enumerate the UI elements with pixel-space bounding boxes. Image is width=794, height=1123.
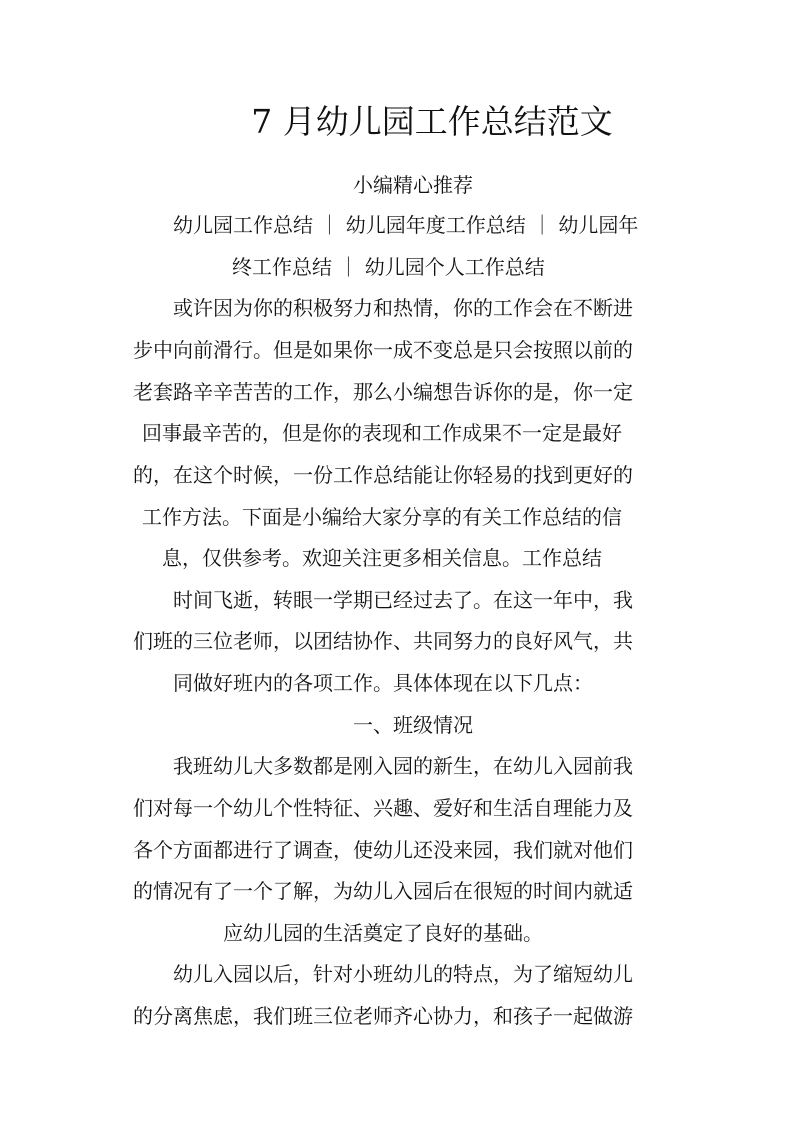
paragraph2-line-2: 们对每一个幼儿个性特征、兴趣、爱好和生活自理能力及 (133, 796, 633, 820)
paragraph1-line-3: 同做好班内的各项工作。具体体现在以下几点： (173, 671, 593, 695)
intro-line-1: 或许因为你的积极努力和热情，你的工作会在不断进 (173, 296, 633, 320)
intro-line-4: 回事最辛苦的，但是你的表现和工作成果不一定是最好 (142, 421, 622, 445)
document-title: 7 月幼儿园工作总结范文 (251, 102, 613, 141)
intro-line-5: 的，在这个时候，一份工作总结能让你轻易的找到更好的 (133, 463, 633, 487)
intro-line-2: 步中向前滑行。但是如果你一成不变总是只会按照以前的 (133, 338, 633, 362)
paragraph2-line-5: 应幼儿园的生活奠定了良好的基础。 (223, 921, 543, 945)
section1-heading: 一、班级情况 (353, 713, 473, 737)
paragraph2-line-1: 我班幼儿大多数都是刚入园的新生，在幼儿入园前我 (173, 754, 633, 778)
intro-line-7: 息，仅供参考。欢迎关注更多相关信息。工作总结 (162, 546, 602, 570)
related-links-line-1[interactable]: 幼儿园工作总结 ｜ 幼儿园年度工作总结 ｜ 幼儿园年 (173, 213, 639, 237)
paragraph2-line-3: 各个方面都进行了调查，使幼儿还没来园，我们就对他们 (133, 838, 633, 862)
subtitle: 小编精心推荐 (353, 173, 473, 197)
paragraph1-line-2: 们班的三位老师，以团结协作、共同努力的良好风气，共 (133, 629, 633, 653)
paragraph1-line-1: 时间飞逝，转眼一学期已经过去了。在这一年中，我 (173, 588, 633, 612)
paragraph2-line-4: 的情况有了一个了解，为幼儿入园后在很短的时间内就适 (133, 879, 633, 903)
paragraph3-line-2: 的分离焦虑，我们班三位老师齐心协力，和孩子一起做游 (133, 1004, 633, 1028)
paragraph3-line-1: 幼儿入园以后，针对小班幼儿的特点，为了缩短幼儿 (173, 962, 633, 986)
related-links-line-2[interactable]: 终工作总结 ｜ 幼儿园个人工作总结 (232, 255, 545, 279)
intro-line-3: 老套路辛辛苦苦的工作，那么小编想告诉你的是，你一定 (133, 380, 633, 404)
intro-line-6: 工作方法。下面是小编给大家分享的有关工作总结的信 (142, 505, 622, 529)
